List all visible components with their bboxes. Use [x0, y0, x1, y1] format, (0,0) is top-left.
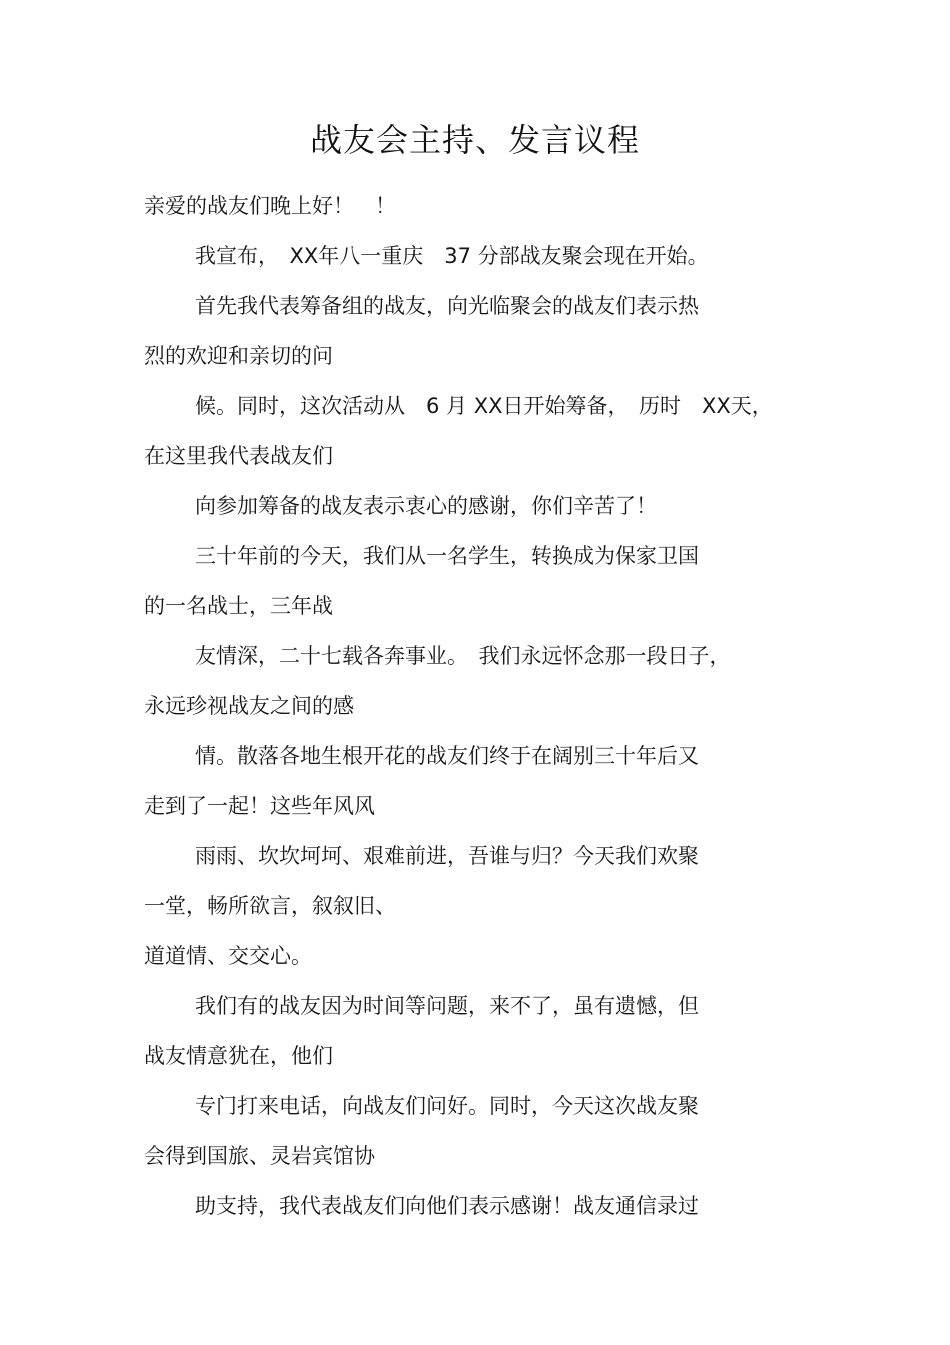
text-line: 我宣布， XX年八一重庆 37 分部战友聚会现在开始。 — [195, 244, 709, 268]
text-line: 永远珍视战友之间的感 — [144, 694, 354, 718]
text-line: 候。同时，这次活动从 6 月 XX日开始筹备， 历时 XX天， — [195, 394, 773, 418]
text-line: 雨雨、坎坎坷坷、艰难前进，吾谁与归？今天我们欢聚 — [195, 844, 699, 868]
text-line: 道道情、交交心。 — [144, 944, 312, 968]
text-line: 友情深，二十七载各奔事业。 我们永远怀念那一段日子， — [195, 644, 731, 668]
text-line: 战友情意犹在，他们 — [144, 1044, 333, 1068]
text-line: 一堂，畅所欲言，叙叙旧、 — [144, 894, 396, 918]
text-line: 助支持，我代表战友们向他们表示感谢！战友通信录过 — [195, 1194, 699, 1218]
text-line: 的一名战士，三年战 — [144, 594, 333, 618]
text-line: 我们有的战友因为时间等问题，来不了，虽有遗憾，但 — [195, 994, 699, 1018]
text-line: 烈的欢迎和亲切的问 — [144, 344, 333, 368]
text-line: 专门打来电话，向战友们问好。同时，今天这次战友聚 — [195, 1094, 699, 1118]
text-line: 向参加筹备的战友表示衷心的感谢，你们辛苦了！ — [195, 494, 657, 518]
text-line: 会得到国旅、灵岩宾馆协 — [144, 1144, 375, 1168]
document-title: 战友会主持、发言议程 — [309, 121, 640, 159]
text-line: 亲爱的战友们晚上好！ ！ — [144, 194, 396, 218]
text-line: 走到了一起！这些年风风 — [144, 794, 375, 818]
text-line: 三十年前的今天，我们从一名学生，转换成为保家卫国 — [195, 544, 699, 568]
text-line: 首先我代表筹备组的战友，向光临聚会的战友们表示热 — [195, 294, 699, 318]
text-line: 情。散落各地生根开花的战友们终于在阔别三十年后又 — [195, 744, 699, 768]
text-line: 在这里我代表战友们 — [144, 444, 333, 468]
